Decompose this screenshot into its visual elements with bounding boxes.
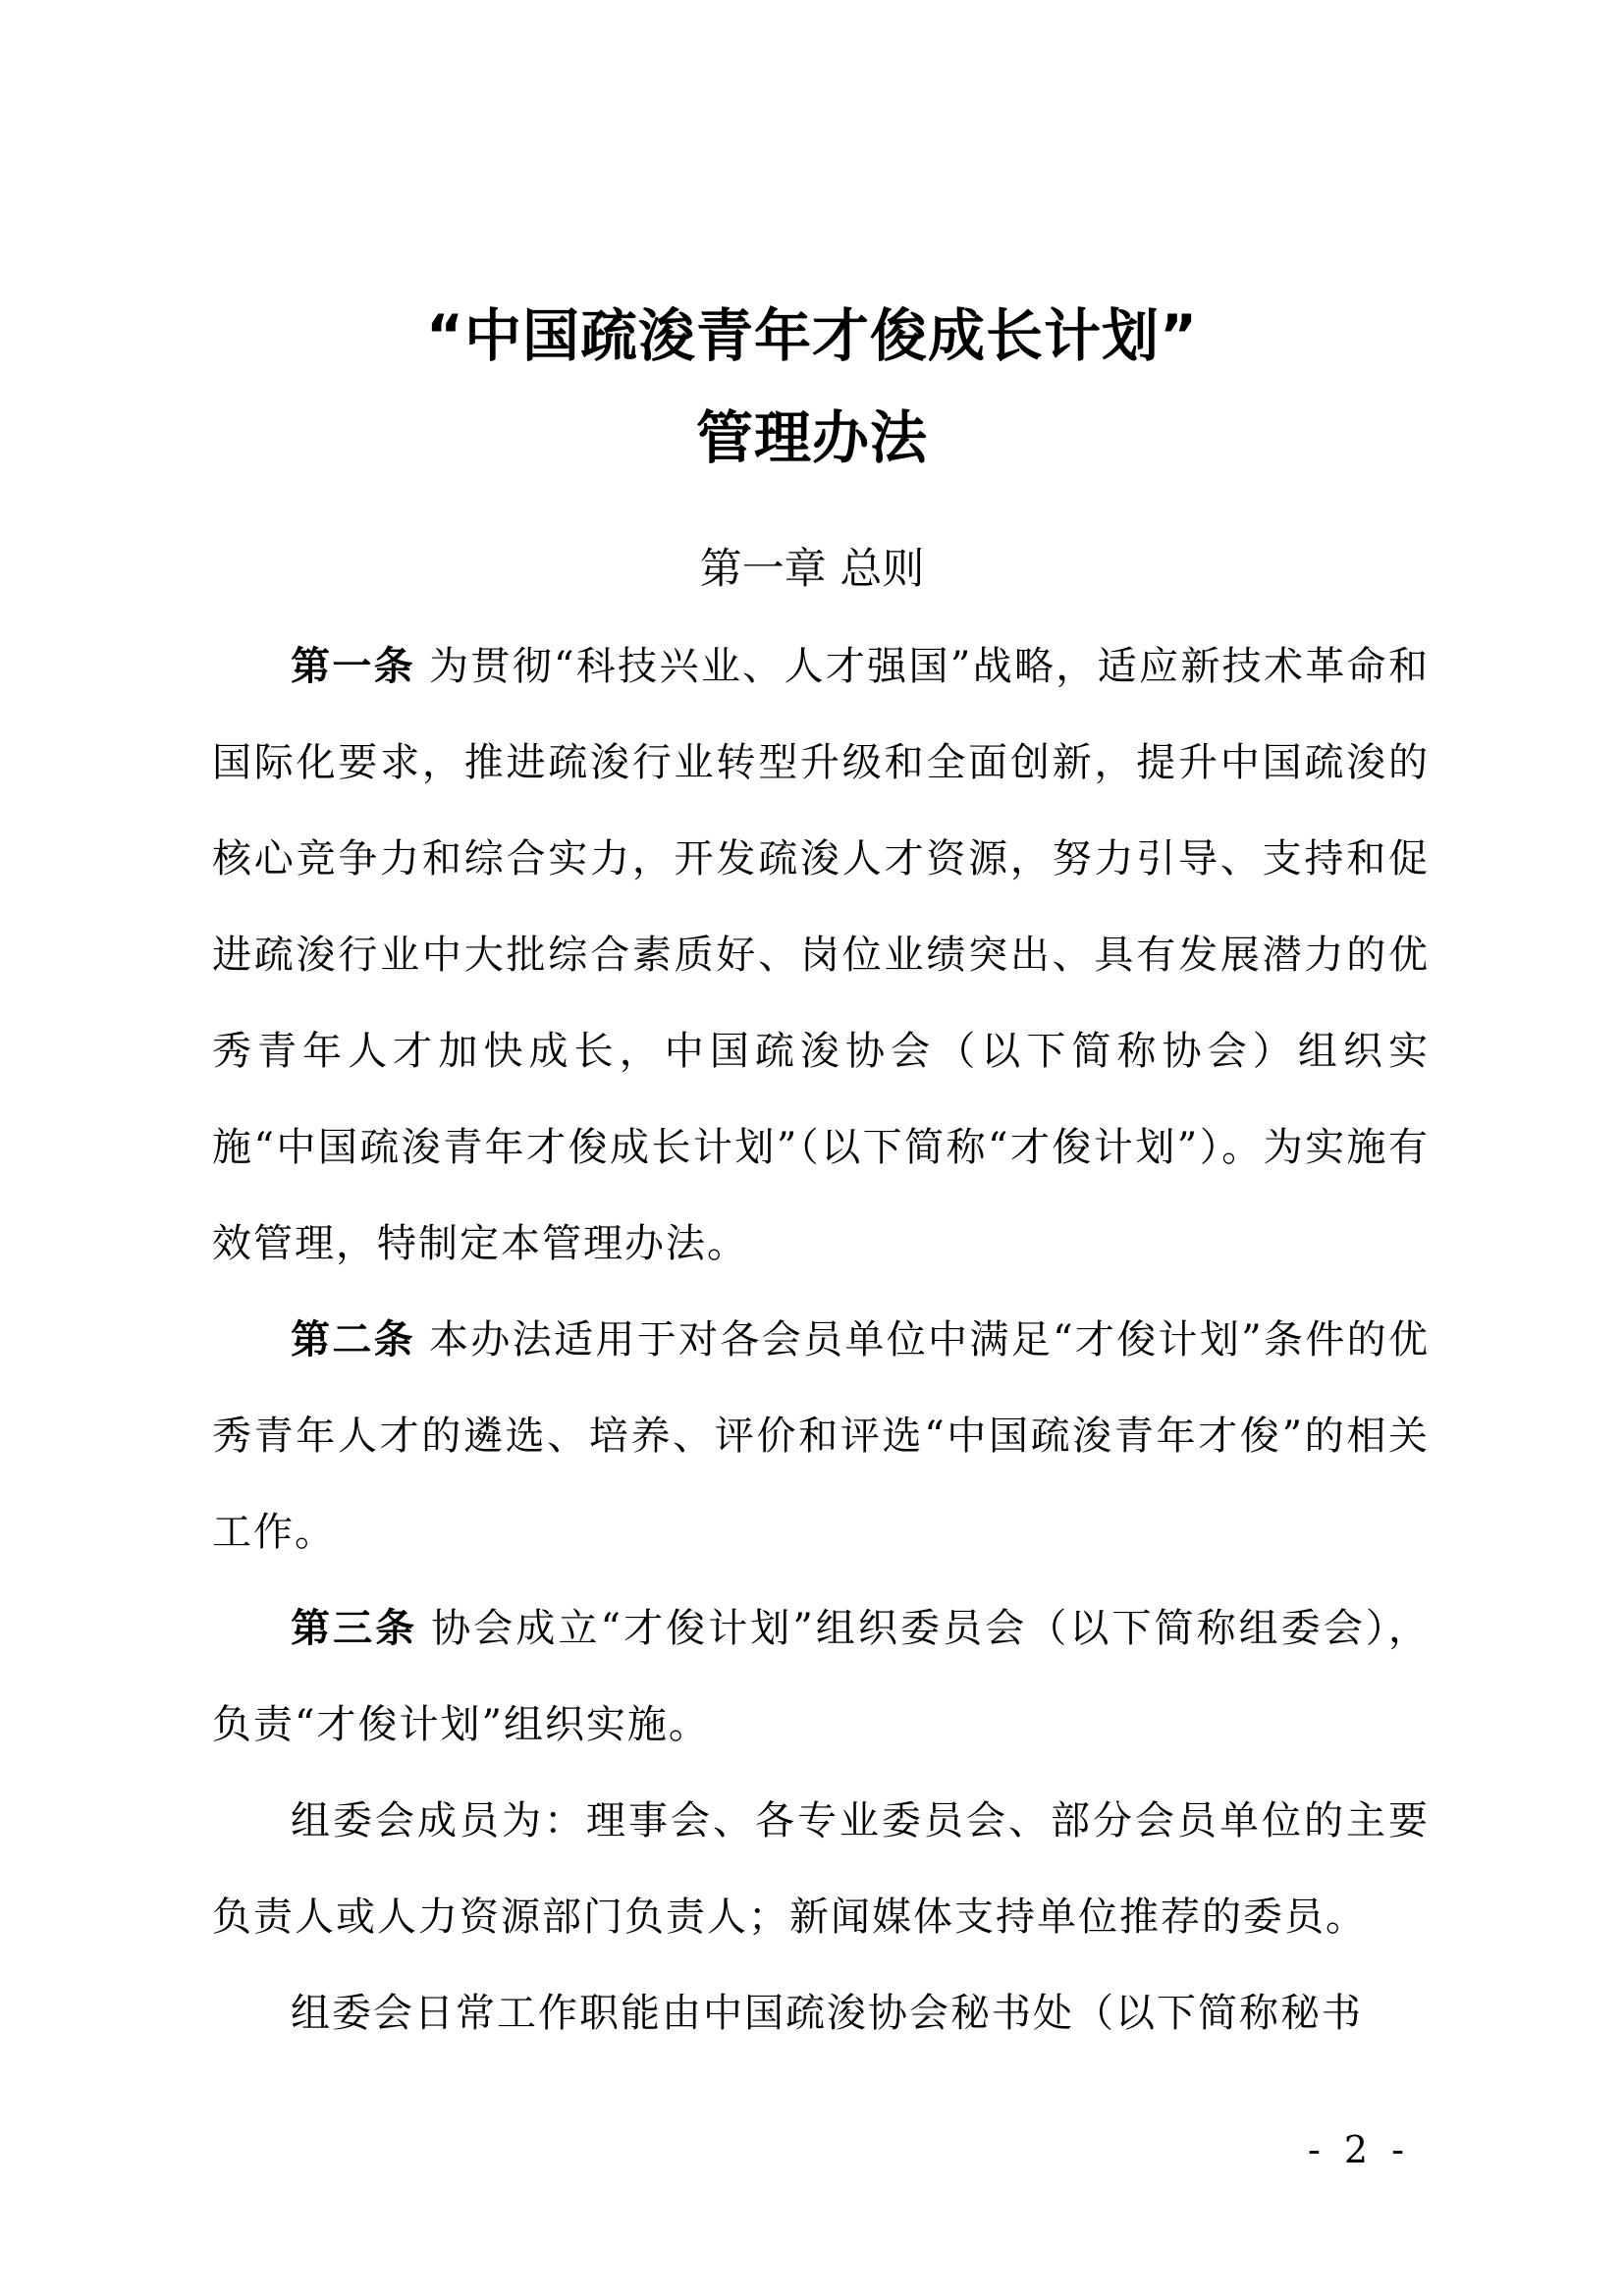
article-label: 第二条 — [291, 1317, 416, 1362]
document-body — [212, 618, 1430, 2061]
article-label: 第一条 — [291, 644, 416, 689]
document-title — [0, 285, 1624, 489]
paragraph-article-1 — [212, 618, 1430, 1292]
paragraph-article-3 — [212, 1580, 1430, 1773]
paragraph-text: 本办法适用于对各会员单位中满足“才俊计划”条件的优秀青年人才的遴选、培养、评价和评选“中国疏浚青年才俊”的相关工作。 — [212, 1317, 1430, 1555]
paragraph-text: 协会成立“才俊计划”组织委员会（以下简称组委会），负责“才俊计划”组织实施。 — [212, 1606, 1430, 1747]
paragraph-committee-duties — [212, 1965, 1430, 2061]
paragraph-text: 为贯彻“科技兴业、人才强国”战略，适应新技术革命和国际化要求，推进疏浚行业转型升级和全面创新，提升中国疏浚的核心竞争力和综合实力，开发疏浚人才资源，努力引导、支持和促进疏浚行业中大批综合素质好、岗位业绩突出、具有发展潜力的优秀青年人才加快成长，中国疏浚协会（以下简称协会）组织实施“中国疏浚青年才俊成长计划”（以下简称“才俊计划”）。为实施有效管理，特制定本管理办法。 — [212, 644, 1430, 1266]
title-line-1: “中国疏浚青年才俊成长计划” — [425, 302, 1199, 369]
paragraph-article-2 — [212, 1292, 1430, 1580]
article-label: 第三条 — [291, 1606, 418, 1651]
paragraph-text: 组委会日常工作职能由中国疏浚协会秘书处（以下简称秘书 — [291, 1991, 1363, 2036]
paragraph-text: 组委会成员为：理事会、各专业委员会、部分会员单位的主要负责人或人力资源部门负责人；新闻媒体支持单位推荐的委员。 — [212, 1798, 1430, 1940]
page-number: - 2 - — [1307, 2128, 1410, 2171]
paragraph-committee-members — [212, 1773, 1430, 1965]
chapter-heading: 第一章 总则 — [699, 545, 925, 594]
title-line-2: 管理办法 — [695, 404, 928, 471]
